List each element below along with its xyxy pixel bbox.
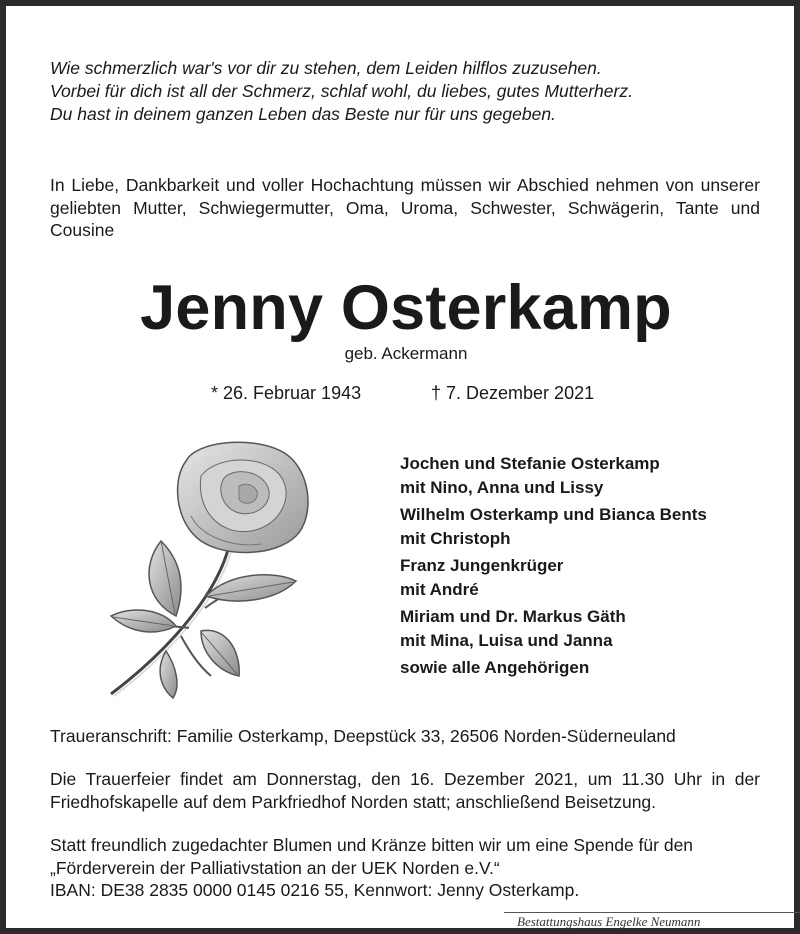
- family-line: Jochen und Stefanie Osterkamp: [400, 454, 660, 473]
- family-line: Miriam und Dr. Markus Gäth: [400, 607, 626, 626]
- donation-line: „Förderverein der Palliativstation an der UEK Norden e.V.“: [50, 857, 500, 878]
- verse-line: Vorbei für dich ist all der Schmerz, schlaf wohl, du liebes, gutes Mutterherz.: [50, 81, 633, 101]
- family-group: [400, 554, 780, 601]
- deceased-name: Jenny Osterkamp: [140, 273, 672, 343]
- donation-line: IBAN: DE38 2835 0000 0145 0216 55, Kennwort: Jenny Osterkamp.: [50, 880, 580, 900]
- birth-name: geb. Ackermann: [344, 344, 468, 363]
- family-line: Wilhelm Osterkamp und Bianca Bents: [400, 505, 707, 524]
- funeral-home-credit: Bestattungshaus Engelke Neumann: [517, 914, 701, 929]
- funeral-ceremony-info: Die Trauerfeier findet am Donnerstag, den 16. Dezember 2021, um 11.30 Uhr in der Friedhofskapelle auf dem Parkfriedhof Norden statt; anschließend Beisetzung.: [50, 769, 760, 812]
- family-line: mit Nino, Anna und Lissy: [400, 477, 604, 497]
- family-group: [400, 452, 780, 499]
- family-line: mit Mina, Luisa und Janna: [400, 630, 613, 650]
- farewell-intro: In Liebe, Dankbarkeit und voller Hochachtung müssen wir Abschied nehmen von unserer geliebten Mutter, Schwiegermutter, Oma, Uroma, Schwester, Schwägerin, Tante und Cousine: [50, 175, 760, 240]
- surviving-family: [400, 452, 780, 680]
- family-group: [400, 605, 780, 652]
- all-relatives: sowie alle Angehörigen: [400, 658, 590, 677]
- donation-line: Statt freundlich zugedachter Blumen und Kränze bitten wir um eine Spende für den: [50, 835, 694, 855]
- death-date: † 7. Dezember 2021: [431, 383, 595, 403]
- family-line: mit André: [400, 579, 479, 599]
- birth-date: * 26. Februar 1943: [211, 383, 362, 403]
- family-line: Franz Jungenkrüger: [400, 556, 564, 575]
- footer-divider: [504, 912, 800, 913]
- family-line: mit Christoph: [400, 528, 511, 548]
- rose-icon: [101, 436, 321, 701]
- verse-line: Du hast in deinem ganzen Leben das Beste nur für uns gegeben.: [50, 104, 556, 124]
- donation-request: [50, 834, 770, 902]
- mourning-address: Traueranschrift: Familie Osterkamp, Deepstück 33, 26506 Norden-Süderneuland: [50, 726, 676, 746]
- family-group: [400, 503, 780, 550]
- memorial-verse: [50, 57, 770, 126]
- verse-line: Wie schmerzlich war's vor dir zu stehen, dem Leiden hilflos zuzusehen.: [50, 58, 602, 78]
